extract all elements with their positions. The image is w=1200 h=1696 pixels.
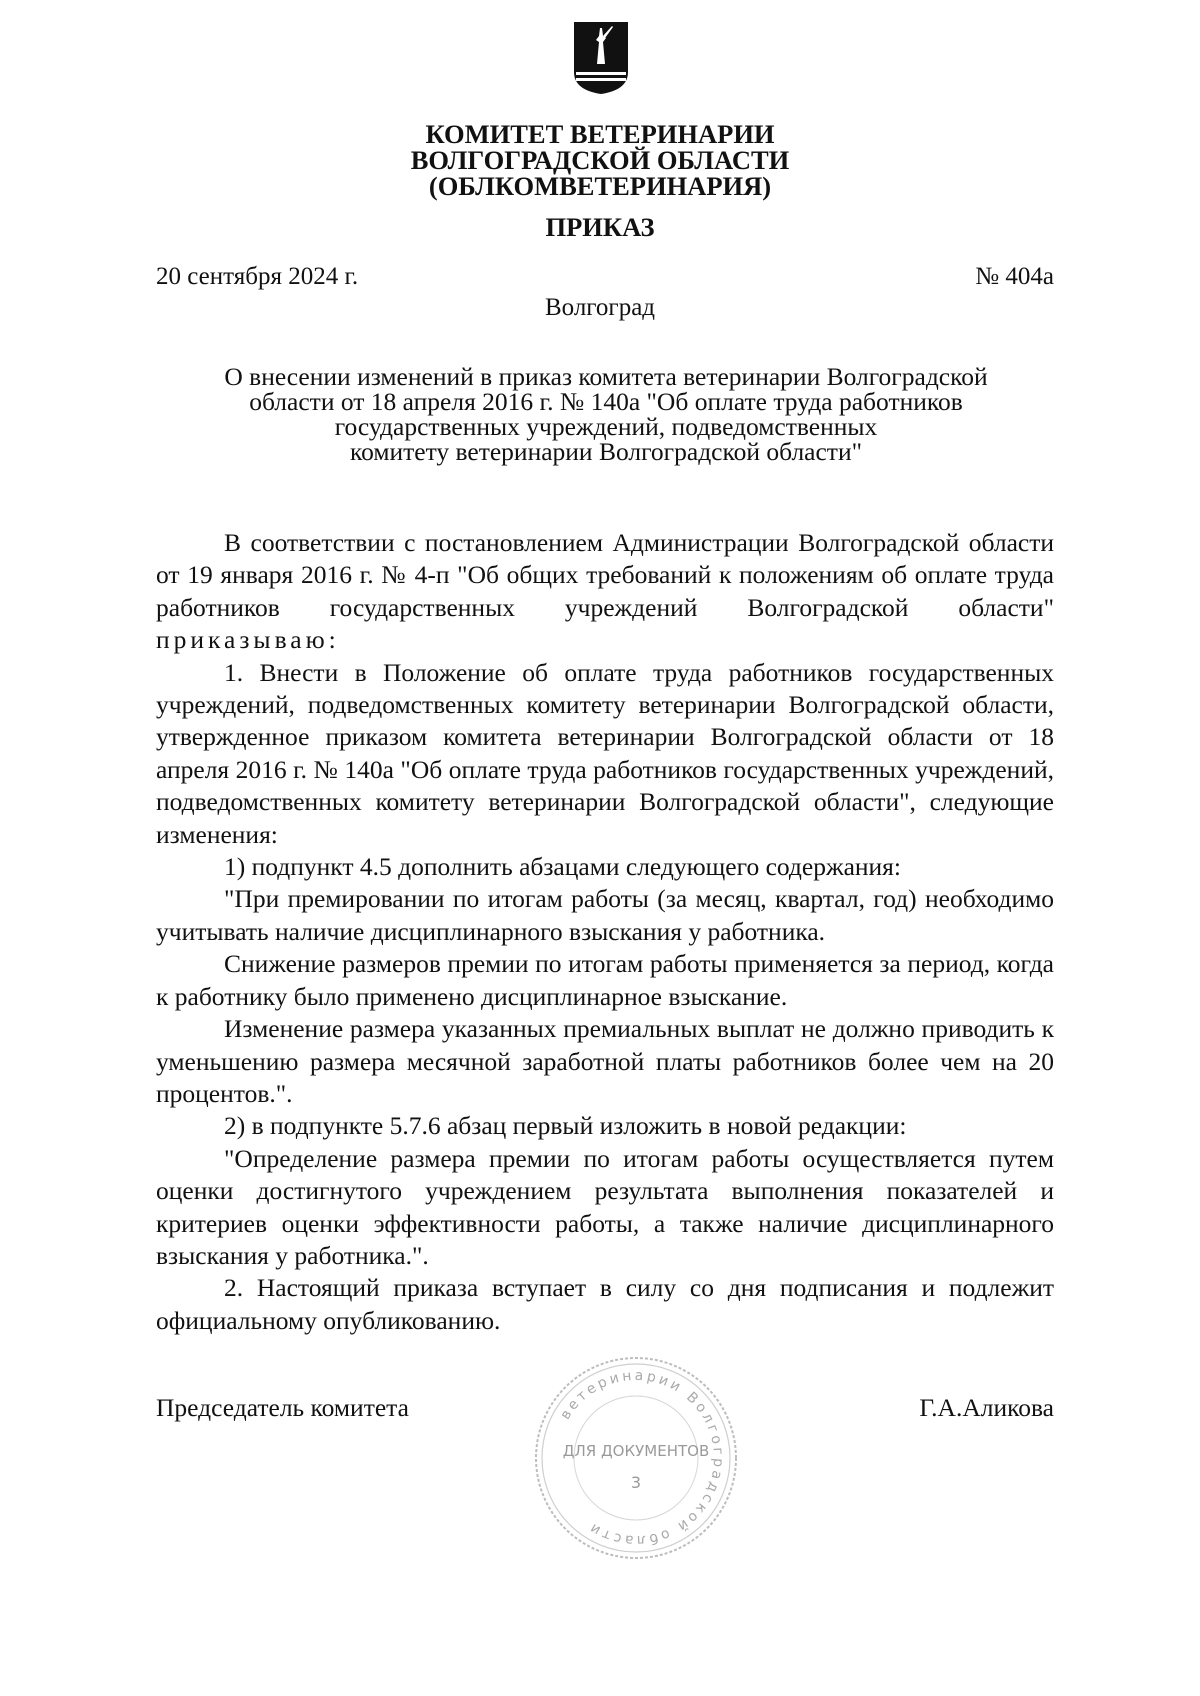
document-body: [156, 527, 1054, 1337]
official-stamp: [530, 1352, 742, 1564]
subject-line: области от 18 апреля 2016 г. № 140а "Об оплате труда работников: [249, 387, 963, 416]
subitem-1-text-2: Снижение размеров премии по итогам работы применяется за период, когда к работнику было применено дисциплинарное взыскание.: [156, 949, 1054, 1011]
document-date: 20 сентября 2024 г.: [156, 263, 359, 290]
document-type-title: ПРИКАЗ: [545, 212, 655, 242]
document-city: Волгоград: [544, 294, 656, 321]
preamble-text: В соответствии с постановлением Администрации Волгоградской области от 19 января 2016 г. № 4-п "Об общих требований к положениям об оплате труда работников государственных учреждений Волгоградской области": [156, 528, 1054, 622]
document-number: № 404а: [975, 263, 1054, 290]
signatory-name: Г.А.Аликова: [919, 1393, 1054, 1422]
volgograd-coat-of-arms-icon: [572, 20, 630, 96]
order-word: приказываю:: [156, 625, 340, 655]
preamble-paragraph: [156, 527, 1054, 657]
subitem-2-paragraph: 2) в подпункте 5.7.6 абзац первый изложить в новой редакции:: [224, 1111, 907, 1141]
stamp-number: 3: [630, 1473, 642, 1492]
stamp-center-text: ДЛЯ ДОКУМЕНТОВ: [562, 1442, 710, 1460]
subitem-1-text-3: Изменение размера указанных премиальных выплат не должно приводить к уменьшению размера месячной заработной платы работников более чем на 20 процентов.".: [156, 1014, 1054, 1108]
subject-line: О внесении изменений в приказ комитета ветеринарии Волгоградской: [224, 362, 988, 391]
subject-line: государственных учреждений, подведомственных: [334, 412, 878, 441]
org-name-line-3: (ОБЛКОМВЕТЕРИНАРИЯ): [428, 171, 772, 201]
subitem-1-text-1: "При премировании по итогам работы (за месяц, квартал, год) необходимо учитывать наличие дисциплинарного взыскания у работника.: [156, 884, 1054, 946]
org-name-line-2: ВОЛГОГРАДСКОЙ ОБЛАСТИ: [410, 145, 790, 175]
item-2-paragraph: 2. Настоящий приказа вступает в силу со дня подписания и подлежит официальному опубликованию.: [156, 1273, 1054, 1335]
stamp-ring-text: ветеринарии Волгоградской области: [557, 1367, 727, 1549]
subject-line: комитету ветеринарии Волгоградской области": [349, 437, 863, 466]
signatory-role: Председатель комитета: [156, 1393, 409, 1422]
subitem-2-text-1: "Определение размера премии по итогам работы осуществляется путем оценки достигнутого учреждением результата выполнения показателей и критериев оценки эффективности работы, а также наличие дисциплинарного взыскания у работника.".: [156, 1143, 1054, 1270]
document-subject: [156, 364, 1056, 464]
item-1-paragraph: 1. Внести в Положение об оплате труда работников государственных учреждений, подведомственных комитету ветеринарии Волгоградской области, утвержденное приказом комитета ветеринарии Волгоградской области от 18 апреля 2016 г. № 140а "Об оплате труда работников государственных учреждений, подведомственных комитету ветеринарии Волгоградской области", следующие изменения:: [156, 657, 1054, 849]
org-name-line-1: КОМИТЕТ ВЕТЕРИНАРИИ: [425, 119, 775, 149]
subitem-1-paragraph: 1) подпункт 4.5 дополнить абзацами следующего содержания:: [224, 852, 901, 882]
